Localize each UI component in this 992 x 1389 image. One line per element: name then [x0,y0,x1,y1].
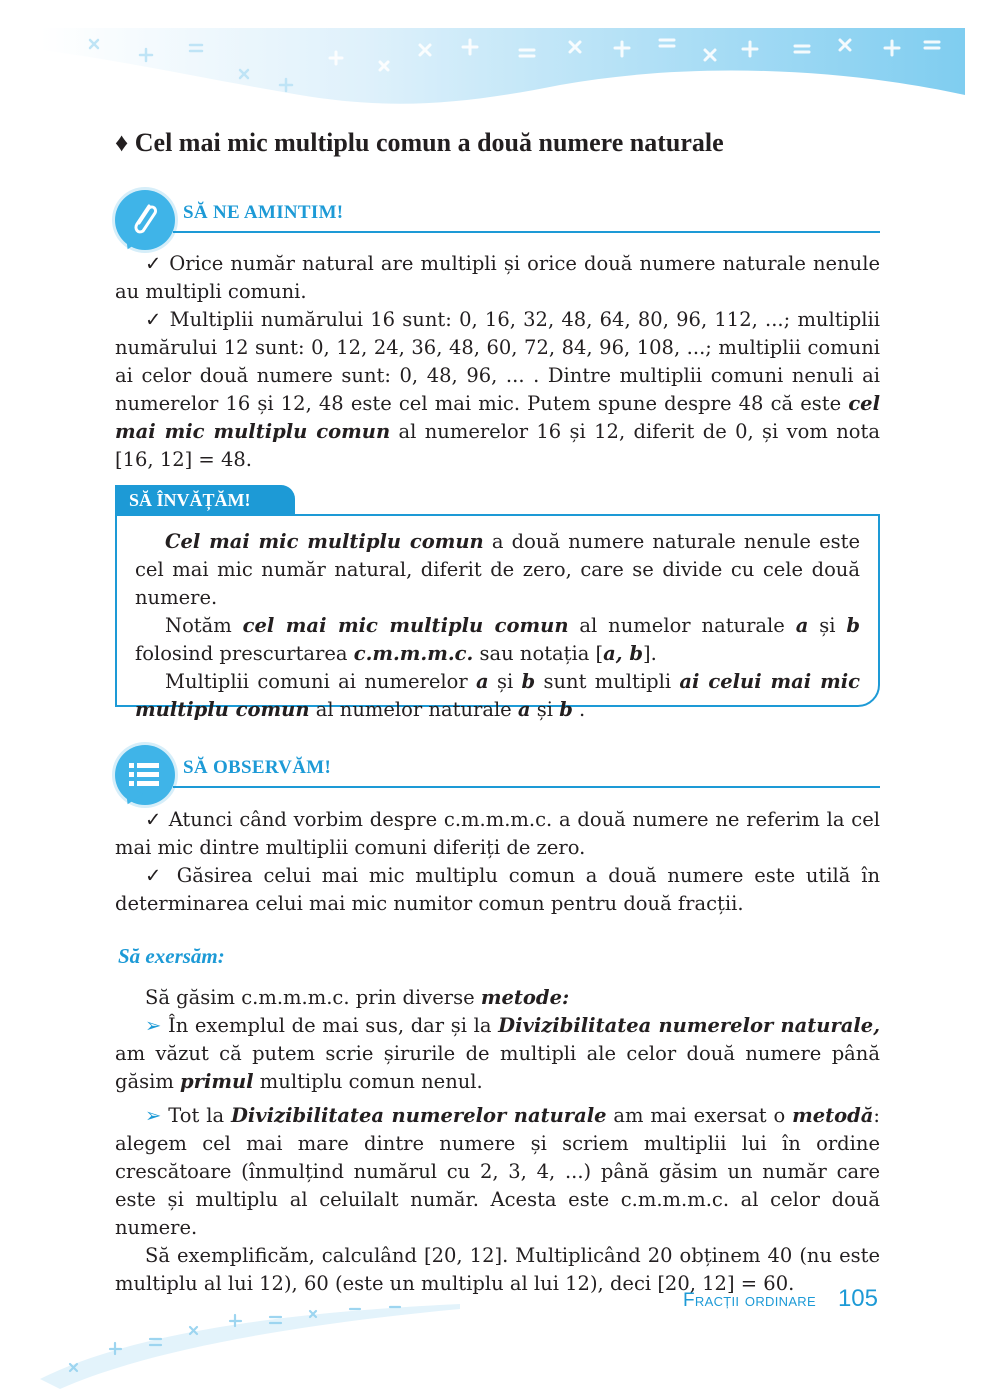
header-decoration [0,0,992,130]
observe-paragraph-1: ✓ Atunci când vorbim despre c.m.m.m.c. a două numere ne referim la cel mai mic dintre multiplii comuni diferiți de zero. [115,808,880,859]
learn-paragraph-1: Cel mai mic multiplu comun a două numere naturale nenule este cel mai mic număr natural, diferit de zero, care se divide cu cele două numere. [135,530,860,609]
list-icon [127,755,163,795]
remember-label: SĂ NE AMINTIM! [183,202,344,223]
observe-header [115,745,880,805]
learn-paragraph-3: Multiplii comuni ai numerelor a și b sunt multipli ai celui mai mic multiplu comun al numelor naturale a și b . [135,670,861,721]
observe-paragraph-2: ✓ Găsirea celui mai mic multiplu comun a două numere este utilă în determinarea celui mai mic numitor comun pentru două fracții. [115,864,880,915]
method-2: ➢ Tot la Divizibilitatea numerelor naturale am mai exersat o metodă: alegem cel mai mare dintre numere și scriem multiplii lui în ordine crescătoare (înmulțind numărul cu 2, 3, 4, ...) până găsim un număr care este și multiplu al celuilalt număr. Acesta este c.m.m.m.c. al celor două numere. [115,1104,880,1239]
page-title: ♦ Cel mai mic multiplu comun a două numere naturale [115,128,724,157]
learn-paragraph-2: Notăm cel mai mic multiplu comun al numelor naturale a și b folosind prescurtarea c.m.m.m.c. sau notația [a, b]. [135,614,860,665]
arrow-icon: ➢ [145,1104,162,1127]
example-paragraph: Să exemplificăm, calculând [20, 12]. Multiplicând 20 obținem 40 (nu este multiplu al lui 12), 60 (este un multiplu al lui 12), deci [20, 12] = 60. [115,1244,880,1295]
paperclip-icon [127,200,163,240]
learn-label: SĂ ÎNVĂȚĂM! [115,485,295,515]
observe-content [115,806,880,918]
exercise-heading: Să exersăm: [118,944,225,968]
exercise-content [115,984,880,1298]
remember-paragraph-1: ✓ Orice număr natural are multipli și orice două numere naturale nenule au multipli comuni. [115,252,880,303]
page-footer [683,1285,878,1313]
learn-definition-box [115,514,880,721]
exercise-intro: Să găsim c.m.m.m.c. prin diverse metode: [145,986,570,1009]
remember-content [115,250,880,474]
chapter-name: Fracții ordinare [683,1290,816,1311]
observe-label: SĂ OBSERVĂM! [183,757,332,778]
remember-paragraph-2: ✓ Multiplii numărului 16 sunt: 0, 16, 32, 48, 64, 80, 96, 112, ...; multiplii numărului 12 sunt: 0, 12, 24, 36, 48, 60, 72, 84, 96, 108, ...; multiplii comuni ai celor două numere sunt: 0, 48, 96, ... . Dintre multiplii comuni nenuli ai numerelor 16 și 12, 48 este cel mai mic. Putem spune despre 48 că este cel mai mic multiplu comun al numerelor 16 și 12, diferit de 0, și vom nota [16, 12] = 48. [115,308,880,471]
arrow-icon: ➢ [145,1014,162,1037]
method-1: ➢ În exemplul de mai sus, dar și la Divizibilitatea numerelor naturale, am văzut că putem scrie șirurile de multipli ale celor două numere până găsim primul multiplu comun nenul. [115,1014,880,1093]
remember-header [115,190,880,250]
page-number: 105 [837,1285,878,1312]
